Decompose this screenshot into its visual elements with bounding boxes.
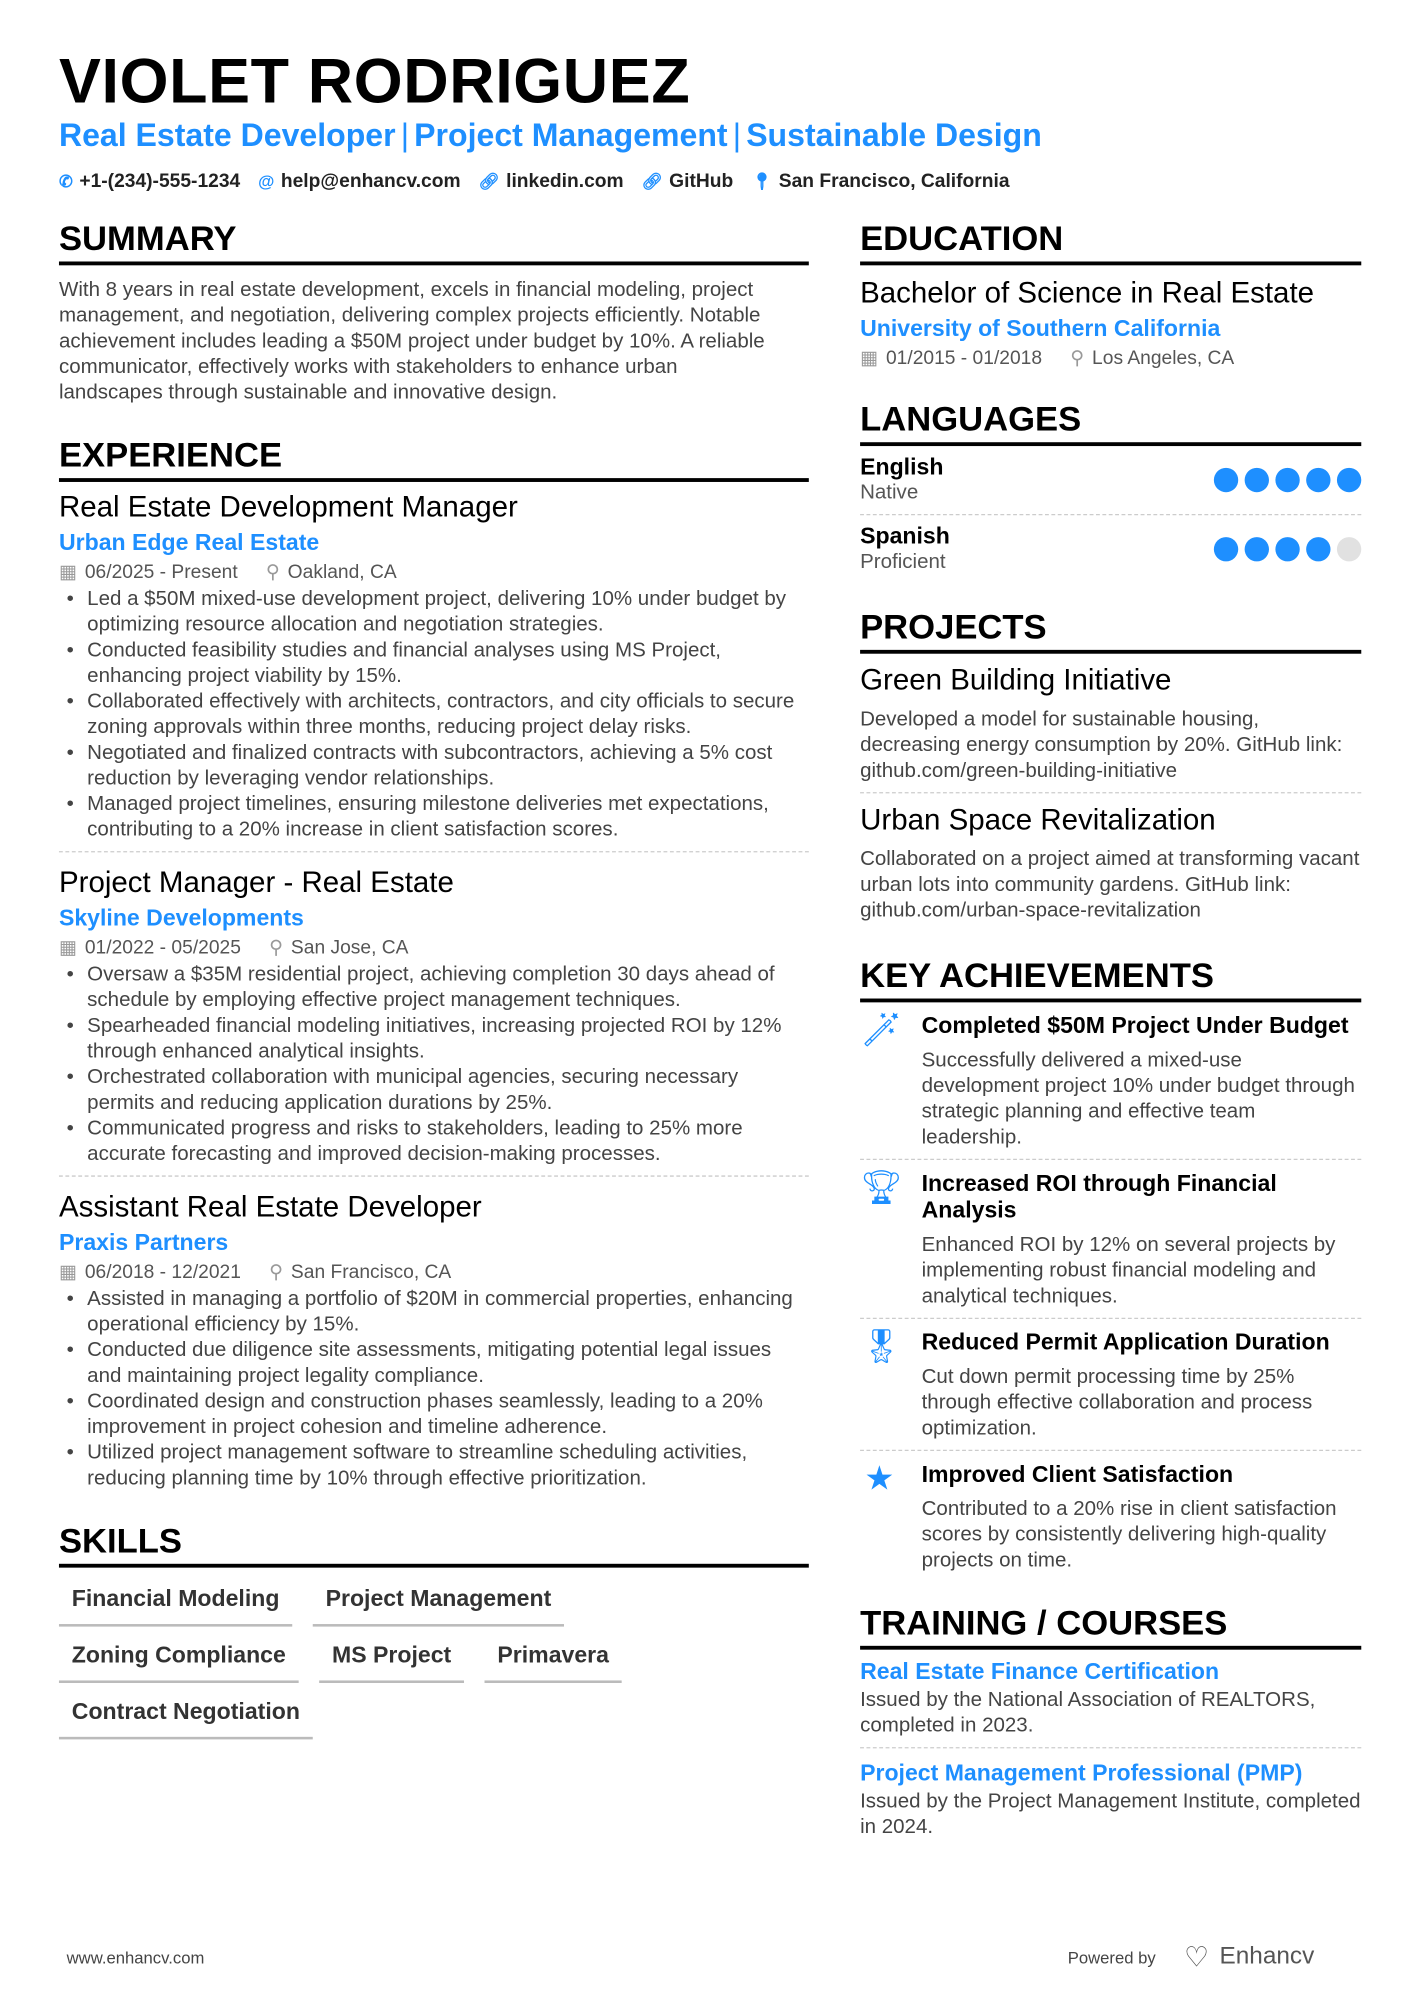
job-title: Project Manager - Real Estate (58, 865, 454, 899)
job-dates-wrap (59, 934, 241, 962)
link-icon: 🔗︎ (641, 171, 663, 191)
skill-tag: MS Project (319, 1642, 464, 1683)
training-description: Issued by the Project Management Institute, completed in 2024. (860, 1790, 1361, 1839)
achievement-item (860, 1319, 1361, 1451)
section-heading: SUMMARY (59, 218, 809, 265)
job-meta (59, 934, 809, 962)
bullet-item: • Conducted due diligence site assessments, mitigating potential legal issues and maintaining project legality compliance. (59, 1338, 809, 1389)
footer-website[interactable]: www.enhancv.com (66, 1948, 205, 1968)
powered-by-label: Powered by (1067, 1947, 1156, 1967)
job-dates-wrap (59, 559, 238, 587)
job-dates-wrap (59, 1259, 241, 1287)
training-item (860, 1756, 1361, 1848)
language-info (860, 452, 943, 506)
job-dates: 06/2018 - 12/2021 (84, 1261, 241, 1284)
achievement-title: Reduced Permit Application Duration (921, 1329, 1330, 1355)
project-item (860, 799, 1361, 932)
rating-dot-filled (1214, 467, 1238, 491)
separator: | (400, 117, 410, 154)
bullet-item: • Coordinated design and construction phases seamlessly, leading to a 20% improvement in project cohesion and timeline adherence. (59, 1389, 809, 1440)
achievements-section (860, 955, 1361, 1582)
award-ribbon-icon: 🎖︎ (860, 1326, 903, 1366)
bullet-item: • Negotiated and finalized contracts with subcontractors, achieving a 5% cost reduction by leveraging vendor relationships. (59, 741, 809, 792)
summary-text: With 8 years in real estate development, excels in financial modeling, project management, and negotiation, delivering complex projects efficiently. Notable achievement includes leading a $50M project under budget by 10%. A reliable communicator, effectively works with stakeholders to enhance urban landscapes through sustainable and innovative design. (58, 279, 765, 404)
language-name: English (860, 453, 944, 480)
language-item (860, 515, 1361, 583)
rating-dot-filled (1275, 536, 1299, 560)
education-location: Los Angeles, CA (1092, 347, 1235, 370)
achievement-description: Successfully delivered a mixed-use development project 10% under budget through strategic planning and effective team leadership. (921, 1049, 1355, 1149)
section-heading: TRAINING / COURSES (860, 1602, 1361, 1649)
bullet-item: • Utilized project management software to streamline scheduling activities, reducing planning time by 10% through effective prioritization. (59, 1441, 809, 1492)
achievement-body (922, 1170, 1362, 1310)
bullet-list (59, 1287, 809, 1492)
calendar-icon: ▦ (860, 347, 879, 370)
bullet-list (59, 587, 809, 843)
job-dates: 06/2025 - Present (84, 561, 238, 584)
job-location: San Francisco, CA (290, 1261, 452, 1284)
job-title: Assistant Real Estate Developer (58, 1189, 482, 1223)
language-name: Spanish (860, 522, 950, 549)
rating-dot-filled (1245, 467, 1269, 491)
job-title: Real Estate Development Manager (58, 489, 518, 523)
contact-location (751, 170, 1009, 192)
right-column (860, 218, 1361, 1856)
headline-title: Sustainable Design (746, 117, 1042, 154)
education-meta (860, 345, 1361, 373)
location-icon: ⚲ (1070, 347, 1085, 370)
skill-tag: Zoning Compliance (59, 1642, 299, 1683)
magic-wand-icon: 🪄︎ (860, 1010, 903, 1049)
github-text: GitHub (669, 170, 734, 193)
rating-dot-filled (1306, 536, 1330, 560)
training-title[interactable]: Real Estate Finance Certification (860, 1658, 1220, 1685)
job-location-wrap (269, 934, 408, 962)
achievement-title: Improved Client Satisfaction (921, 1461, 1234, 1487)
achievement-body (922, 1013, 1362, 1151)
achievement-item (860, 1451, 1361, 1582)
experience-section (59, 435, 809, 1500)
skill-tag: Project Management (313, 1586, 564, 1627)
company-name: Praxis Partners (58, 1229, 229, 1255)
bullet-item: • Oversaw a $35M residential project, achieving completion 30 days ahead of schedule by employing effective project management techniques. (59, 963, 809, 1014)
bullet-item: • Orchestrated collaboration with municipal agencies, securing necessary permits and reducing application durations by 25%. (59, 1065, 809, 1116)
job-location: San Jose, CA (290, 936, 409, 959)
contact-bar (59, 170, 1010, 192)
achievement-title: Increased ROI through Financial Analysis (921, 1170, 1277, 1223)
email-text: help@enhancv.com (280, 170, 461, 193)
rating-dot-filled (1214, 536, 1238, 560)
achievement-item (860, 1160, 1361, 1319)
bullet-item: • Communicated progress and risks to stakeholders, leading to 25% more accurate forecasting and improved decision-making processes. (59, 1116, 809, 1167)
section-heading: EDUCATION (860, 218, 1361, 265)
phone-text: +1-(234)-555-1234 (79, 170, 241, 193)
skill-tag: Primavera (485, 1642, 622, 1683)
rating-dot-filled (1306, 467, 1330, 491)
candidate-name: VIOLET RODRIGUEZ (58, 47, 691, 117)
left-column (59, 218, 809, 1739)
section-heading: EXPERIENCE (59, 435, 809, 482)
projects-section (860, 606, 1361, 932)
job-entry (59, 863, 809, 1177)
bullet-item: • Managed project timelines, ensuring milestone deliveries met expectations, contributing to a 20% increase in client satisfaction scores. (59, 792, 809, 843)
summary-section (59, 218, 809, 406)
location-icon: ⚲ (269, 936, 284, 959)
phone-icon: ✆ (58, 171, 73, 191)
project-item (860, 659, 1361, 794)
headline-title: Project Management (414, 117, 728, 154)
job-location-wrap (266, 559, 397, 587)
at-icon: @ (258, 171, 275, 191)
trophy-icon: 🏆︎ (860, 1167, 903, 1207)
bullet-item: • Assisted in managing a portfolio of $20M in commercial properties, enhancing operational efficiency by 15%. (59, 1287, 809, 1338)
skill-tag: Contract Negotiation (59, 1698, 313, 1739)
section-heading: KEY ACHIEVEMENTS (860, 955, 1361, 1002)
location-icon: ⚲ (265, 561, 280, 584)
enhancv-logo[interactable] (1184, 1941, 1314, 1974)
location-icon: 📍︎ (751, 171, 773, 191)
project-description: Developed a model for sustainable housing, decreasing energy consumption by 20%. GitHub link: github.com/green-building-initiative (860, 708, 1343, 782)
contact-github[interactable] (642, 170, 734, 192)
job-meta (59, 559, 809, 587)
achievement-description: Cut down permit processing time by 25% through effective collaboration and process optimization. (921, 1366, 1313, 1440)
project-title: Green Building Initiative (860, 662, 1172, 697)
bullet-item: • Collaborated effectively with architects, contractors, and city officials to secure zoning approvals within three months, reducing project delay risks. (59, 690, 809, 741)
degree: Bachelor of Science in Real Estate (860, 275, 1315, 309)
training-item (860, 1655, 1361, 1749)
job-entry (59, 487, 809, 852)
training-description: Issued by the National Association of REALTORS, completed in 2023. (860, 1689, 1316, 1737)
section-heading: SKILLS (59, 1520, 809, 1567)
bullet-item: • Spearheaded financial modeling initiatives, increasing projected ROI by 12% through enhanced analytical insights. (59, 1014, 809, 1065)
rating-dot-filled (1245, 536, 1269, 560)
achievement-description: Enhanced ROI by 12% on several projects by implementing robust financial modeling and analytical techniques. (921, 1234, 1336, 1308)
job-location: Oakland, CA (287, 561, 397, 584)
calendar-icon: ▦ (58, 561, 78, 584)
training-title[interactable]: Project Management Professional (PMP) (860, 1759, 1303, 1786)
languages-section (860, 399, 1361, 584)
contact-email[interactable] (258, 170, 460, 192)
headline-title: Real Estate Developer (58, 117, 396, 154)
contact-linkedin[interactable] (479, 170, 624, 192)
training-section (860, 1602, 1361, 1848)
language-level: Proficient (860, 551, 946, 573)
headline (59, 118, 1042, 155)
footer-branding (1068, 1941, 1315, 1974)
location-icon: ⚲ (269, 1261, 284, 1284)
company-name: Skyline Developments (58, 904, 304, 931)
skills-section (59, 1520, 809, 1739)
language-rating (1214, 467, 1361, 491)
language-rating (1214, 536, 1361, 560)
calendar-icon: ▦ (58, 1261, 78, 1284)
link-icon: 🔗︎ (478, 171, 500, 191)
contact-phone[interactable] (59, 170, 240, 192)
linkedin-text: linkedin.com (506, 170, 624, 193)
achievement-item (860, 1002, 1361, 1160)
language-level: Native (860, 481, 919, 504)
section-heading: PROJECTS (860, 606, 1361, 653)
rating-dot-filled (1337, 467, 1361, 491)
job-location-wrap (269, 1259, 451, 1287)
company-name: Urban Edge Real Estate (58, 529, 320, 556)
bullet-item: • Conducted feasibility studies and financial analyses using MS Project, enhancing project viability by 15%. (59, 638, 809, 689)
separator: | (732, 117, 742, 154)
project-description: Collaborated on a project aimed at transforming vacant urban lots into community gardens. GitHub link: github.com/urban-space-revitalization (860, 848, 1360, 922)
bullet-list (59, 963, 809, 1168)
language-info (860, 522, 950, 576)
achievement-body (922, 1329, 1362, 1442)
location-text: San Francisco, California (778, 170, 1010, 193)
rating-dot-filled (1275, 467, 1299, 491)
education-section (860, 218, 1361, 373)
brand-text: Enhancv (1219, 1943, 1315, 1971)
rating-dot-empty (1337, 536, 1361, 560)
star-icon: ★ (864, 1458, 895, 1498)
skill-tag: Financial Modeling (59, 1586, 292, 1627)
education-dates: 01/2015 - 01/2018 (885, 347, 1043, 370)
calendar-icon: ▦ (58, 936, 78, 959)
job-dates: 01/2022 - 05/2025 (84, 936, 241, 959)
school: University of Southern California (860, 315, 1221, 341)
achievement-body (922, 1461, 1362, 1574)
bullet-item: • Led a $50M mixed-use development project, delivering 10% under budget by optimizing resource allocation and negotiation strategies. (59, 587, 809, 638)
achievement-title: Completed $50M Project Under Budget (921, 1012, 1349, 1039)
language-item (860, 446, 1361, 515)
project-title: Urban Space Revitalization (860, 802, 1216, 836)
enhancv-logo-icon: ♡ (1183, 1940, 1210, 1973)
achievement-description: Contributed to a 20% rise in client satisfaction scores by consistently delivering high-quality projects on time. (921, 1498, 1337, 1572)
job-entry (59, 1187, 809, 1500)
section-heading: LANGUAGES (860, 399, 1361, 446)
job-meta (59, 1259, 809, 1287)
